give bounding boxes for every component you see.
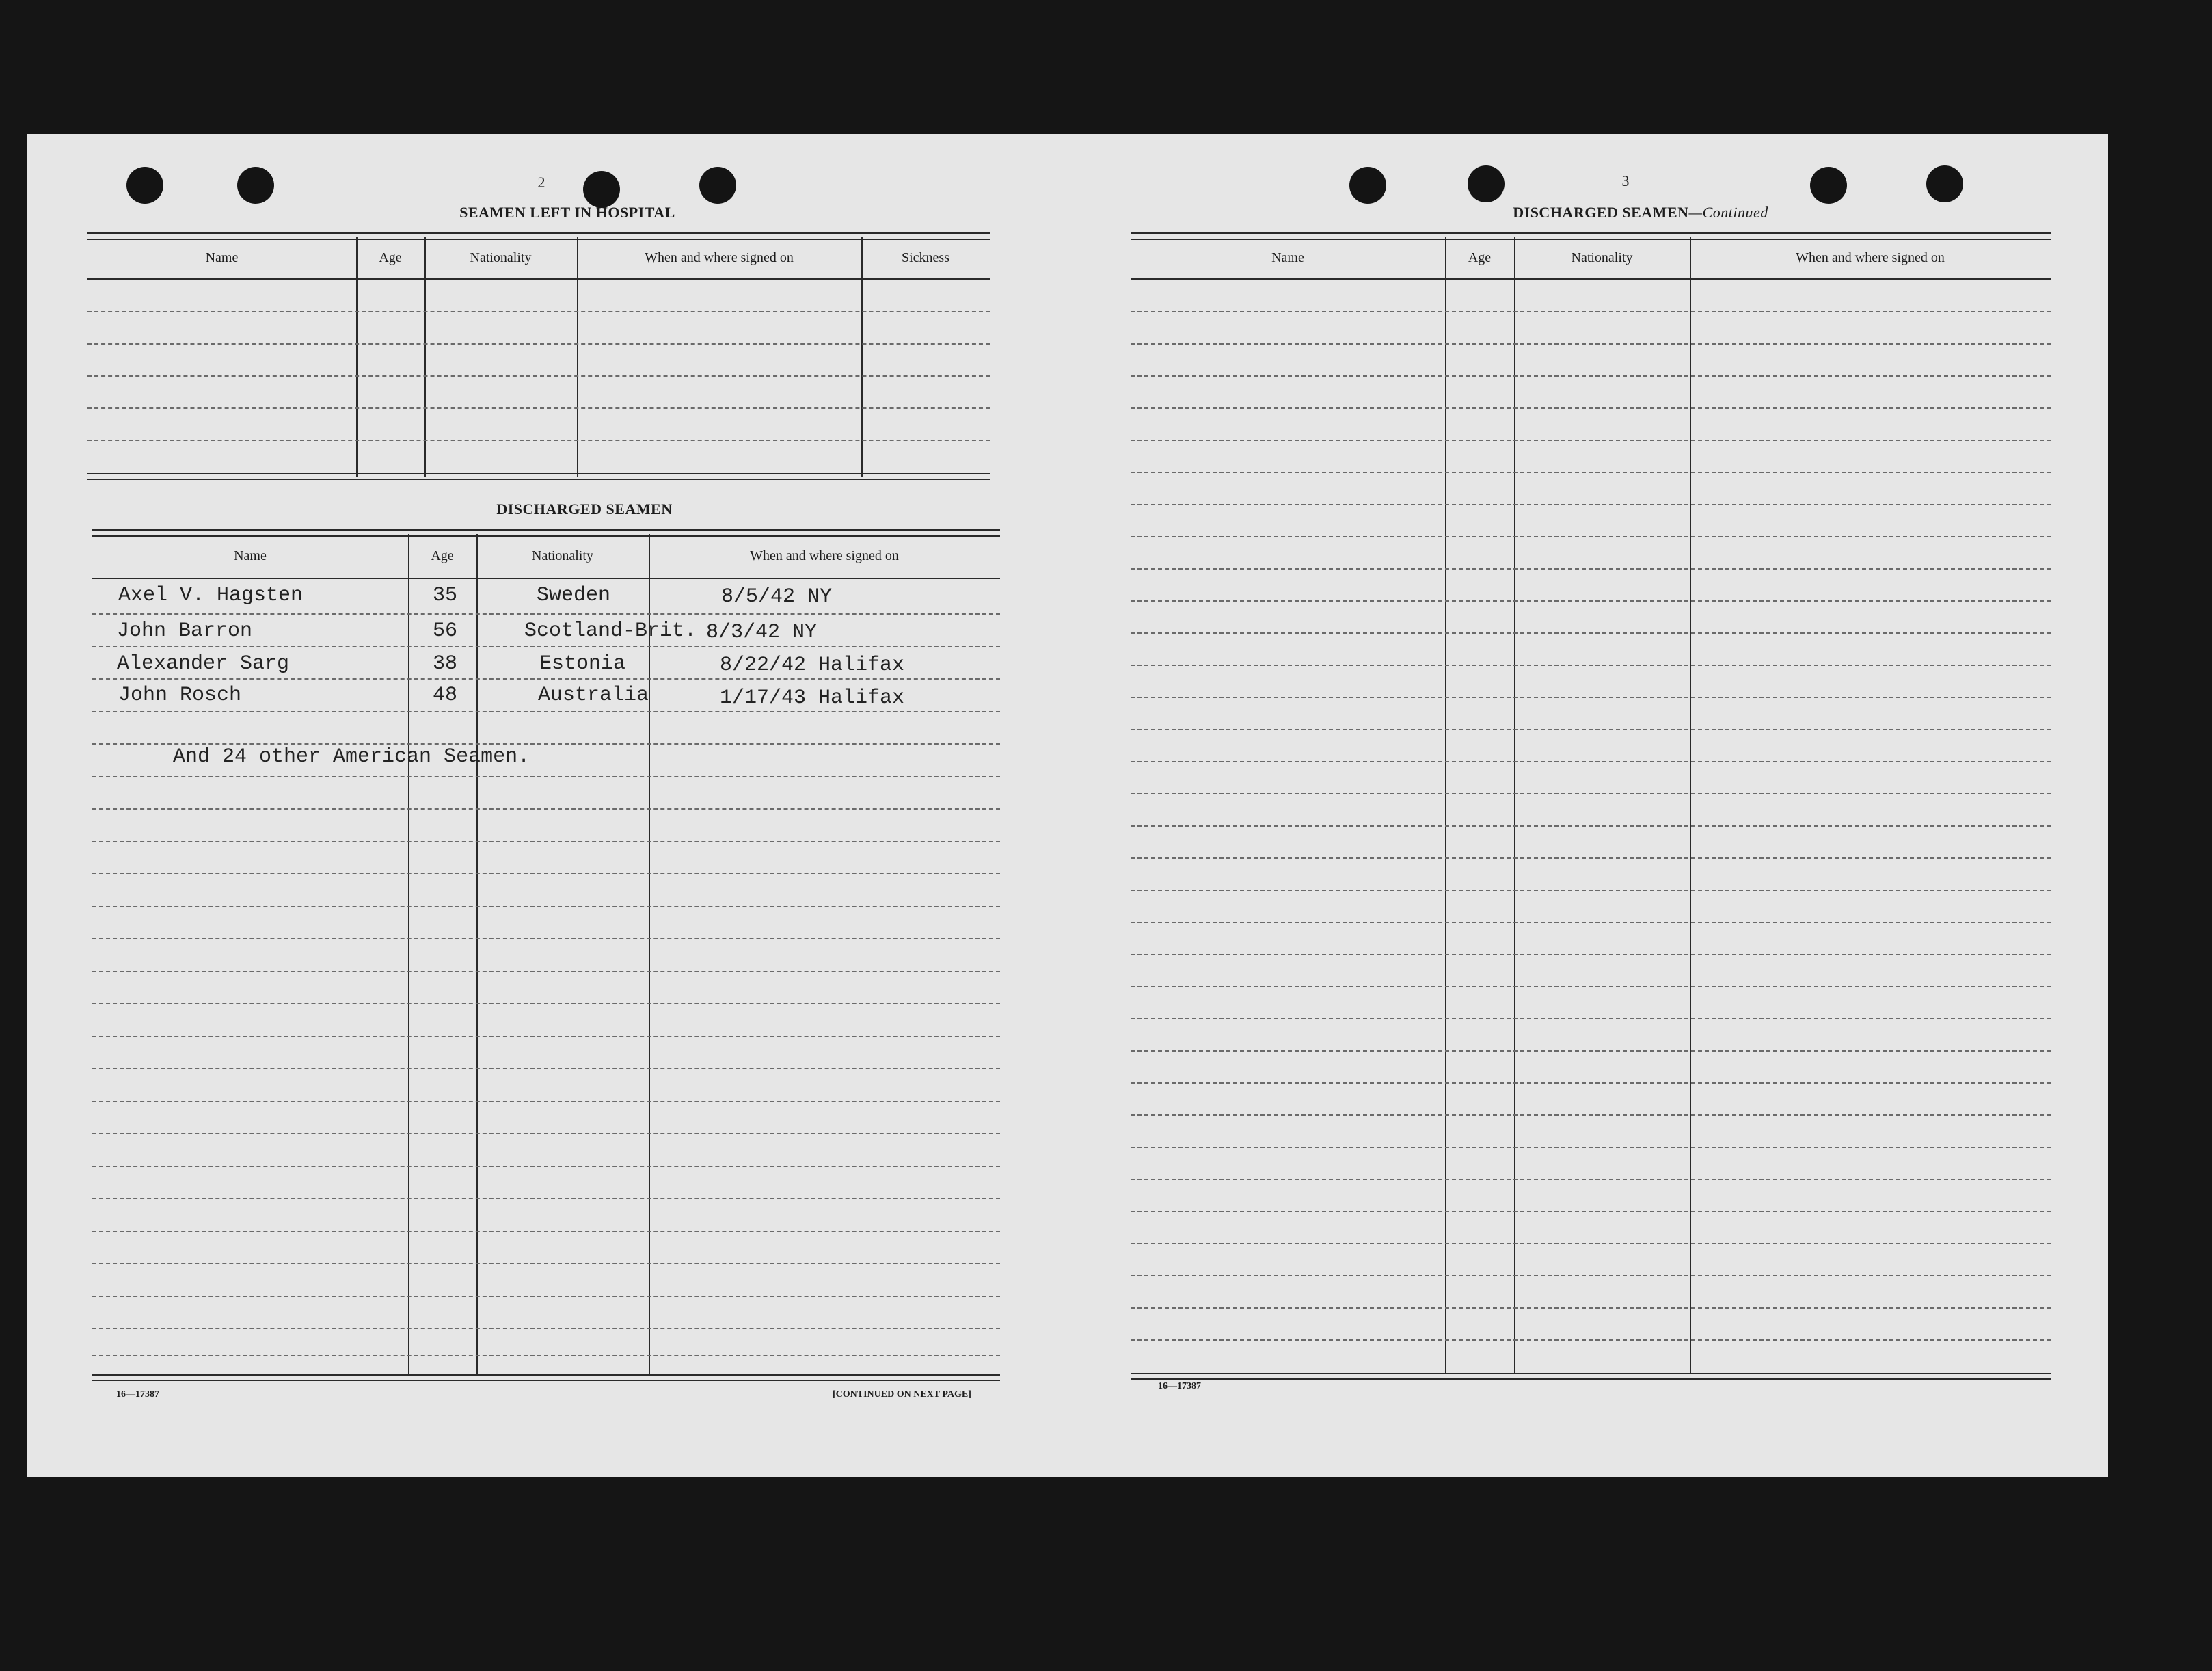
row-rule xyxy=(1131,440,2051,441)
row-rule xyxy=(87,343,990,345)
row-rule xyxy=(92,613,1000,615)
row-rule xyxy=(1131,407,2051,409)
seaman-nationality: Sweden xyxy=(537,584,611,607)
column-header: Sickness xyxy=(902,250,949,265)
seaman-age: 56 xyxy=(433,619,458,643)
seaman-age: 38 xyxy=(433,652,458,676)
discharged-section-title: DISCHARGED SEAMEN xyxy=(496,500,673,518)
table-row xyxy=(92,650,1000,681)
left-page xyxy=(27,134,1073,1477)
column-header: Name xyxy=(205,250,239,265)
row-rule xyxy=(92,646,1000,647)
row-rule xyxy=(1131,343,2051,345)
row-rule xyxy=(92,1166,1000,1167)
row-rule xyxy=(1131,568,2051,570)
seaman-signed-on: 8/22/42 Halifax xyxy=(720,654,905,677)
punch-hole xyxy=(583,171,620,208)
right-page xyxy=(1073,134,2108,1477)
seaman-age: 48 xyxy=(433,684,458,707)
column-header: Name xyxy=(1271,250,1304,265)
table-row xyxy=(92,617,1000,648)
row-rule xyxy=(92,1296,1000,1297)
row-rule xyxy=(92,841,1000,842)
row-rule xyxy=(1131,761,2051,762)
column-header: Nationality xyxy=(532,548,593,563)
row-rule xyxy=(1131,375,2051,377)
seaman-signed-on: 8/5/42 NY xyxy=(721,585,833,609)
row-rule xyxy=(1131,697,2051,698)
table-row xyxy=(92,681,1000,712)
table-header xyxy=(87,237,990,280)
row-rule xyxy=(92,1263,1000,1264)
row-rule xyxy=(1131,632,2051,634)
column-header: Age xyxy=(379,250,402,265)
row-rule xyxy=(1131,1211,2051,1212)
row-rule xyxy=(1131,472,2051,473)
row-rule xyxy=(87,375,990,377)
punch-hole xyxy=(237,167,274,204)
table-bottom-rule xyxy=(92,1374,1000,1381)
column-header: When and where signed on xyxy=(645,250,794,265)
seaman-name: John Barron xyxy=(117,619,253,643)
row-rule xyxy=(1131,1082,2051,1084)
row-rule xyxy=(1131,890,2051,891)
row-rule xyxy=(1131,1339,2051,1341)
row-rule xyxy=(1131,504,2051,505)
row-rule xyxy=(92,906,1000,907)
row-rule xyxy=(92,938,1000,939)
row-rule xyxy=(87,311,990,312)
page-number: 3 xyxy=(1621,172,1630,189)
row-rule xyxy=(92,743,1000,745)
row-rule xyxy=(87,440,990,441)
punch-hole xyxy=(1926,165,1963,202)
row-rule xyxy=(92,776,1000,777)
punch-hole xyxy=(1349,167,1386,204)
row-rule xyxy=(1131,536,2051,537)
seaman-nationality: Estonia xyxy=(539,652,626,676)
page-number: 2 xyxy=(537,174,545,191)
row-rule xyxy=(92,1231,1000,1232)
discharged-table xyxy=(92,529,1000,1384)
hospital-section-title: SEAMEN LEFT IN HOSPITAL xyxy=(459,204,675,221)
row-rule xyxy=(1131,1050,2051,1052)
form-number: 16—17387 xyxy=(116,1389,159,1400)
row-rule xyxy=(92,1133,1000,1134)
column-header: Age xyxy=(431,548,454,563)
row-rule xyxy=(1131,1307,2051,1309)
row-rule xyxy=(92,1328,1000,1329)
table-row xyxy=(92,581,1000,613)
column-header: Name xyxy=(234,548,267,563)
discharged-continued-table xyxy=(1131,232,2051,1381)
continued-on-next-page: [CONTINUED ON NEXT PAGE] xyxy=(833,1389,971,1400)
row-rule xyxy=(1131,986,2051,987)
row-rule xyxy=(92,873,1000,874)
hospital-table xyxy=(87,232,990,485)
seaman-signed-on: 8/3/42 NY xyxy=(706,621,818,644)
row-rule xyxy=(1131,1179,2051,1180)
row-rule xyxy=(92,1003,1000,1004)
seaman-signed-on: 1/17/43 Halifax xyxy=(720,686,905,710)
column-header: Nationality xyxy=(470,250,532,265)
row-rule xyxy=(92,1198,1000,1199)
row-rule xyxy=(1131,922,2051,923)
row-rule xyxy=(92,1101,1000,1102)
row-rule xyxy=(92,971,1000,972)
row-rule xyxy=(92,1068,1000,1069)
table-bottom-rule xyxy=(87,473,990,480)
row-rule xyxy=(87,407,990,409)
column-header: Nationality xyxy=(1571,250,1633,265)
document-sheet xyxy=(27,134,2108,1477)
seaman-age: 35 xyxy=(433,584,458,607)
row-rule xyxy=(92,808,1000,810)
seaman-name: Axel V. Hagsten xyxy=(118,584,304,607)
row-rule xyxy=(1131,311,2051,312)
form-number: 16—17387 xyxy=(1158,1381,1201,1391)
additional-seamen-note: And 24 other American Seamen. xyxy=(173,745,530,768)
row-rule xyxy=(92,1355,1000,1356)
table-header xyxy=(92,534,1000,579)
row-rule xyxy=(1131,1114,2051,1116)
table-header xyxy=(1131,237,2051,280)
row-rule xyxy=(1131,857,2051,859)
punch-hole xyxy=(1810,167,1847,204)
continued-section-title xyxy=(1401,204,1880,222)
row-rule xyxy=(92,678,1000,680)
table-bottom-rule xyxy=(1131,1373,2051,1380)
section-title-suffix: —Continued xyxy=(1688,204,1768,221)
row-rule xyxy=(1131,1275,2051,1276)
seaman-name: John Rosch xyxy=(118,684,242,707)
row-rule xyxy=(1131,600,2051,602)
row-rule xyxy=(1131,954,2051,955)
row-rule xyxy=(1131,665,2051,666)
row-rule xyxy=(92,1036,1000,1037)
row-rule xyxy=(1131,825,2051,827)
seaman-nationality: Australia xyxy=(538,684,649,707)
punch-hole xyxy=(699,167,736,204)
column-header: Age xyxy=(1468,250,1492,265)
row-rule xyxy=(1131,1147,2051,1148)
section-title-text: DISCHARGED SEAMEN xyxy=(1513,204,1689,221)
row-rule xyxy=(1131,729,2051,730)
column-header: When and where signed on xyxy=(1796,250,1945,265)
row-rule xyxy=(1131,1243,2051,1244)
row-rule xyxy=(92,711,1000,712)
row-rule xyxy=(1131,1018,2051,1019)
column-header: When and where signed on xyxy=(750,548,899,563)
punch-hole xyxy=(1468,165,1505,202)
seaman-name: Alexander Sarg xyxy=(117,652,290,676)
row-rule xyxy=(1131,793,2051,794)
punch-hole xyxy=(126,167,163,204)
seaman-nationality: Scotland-Brit. xyxy=(524,619,697,643)
